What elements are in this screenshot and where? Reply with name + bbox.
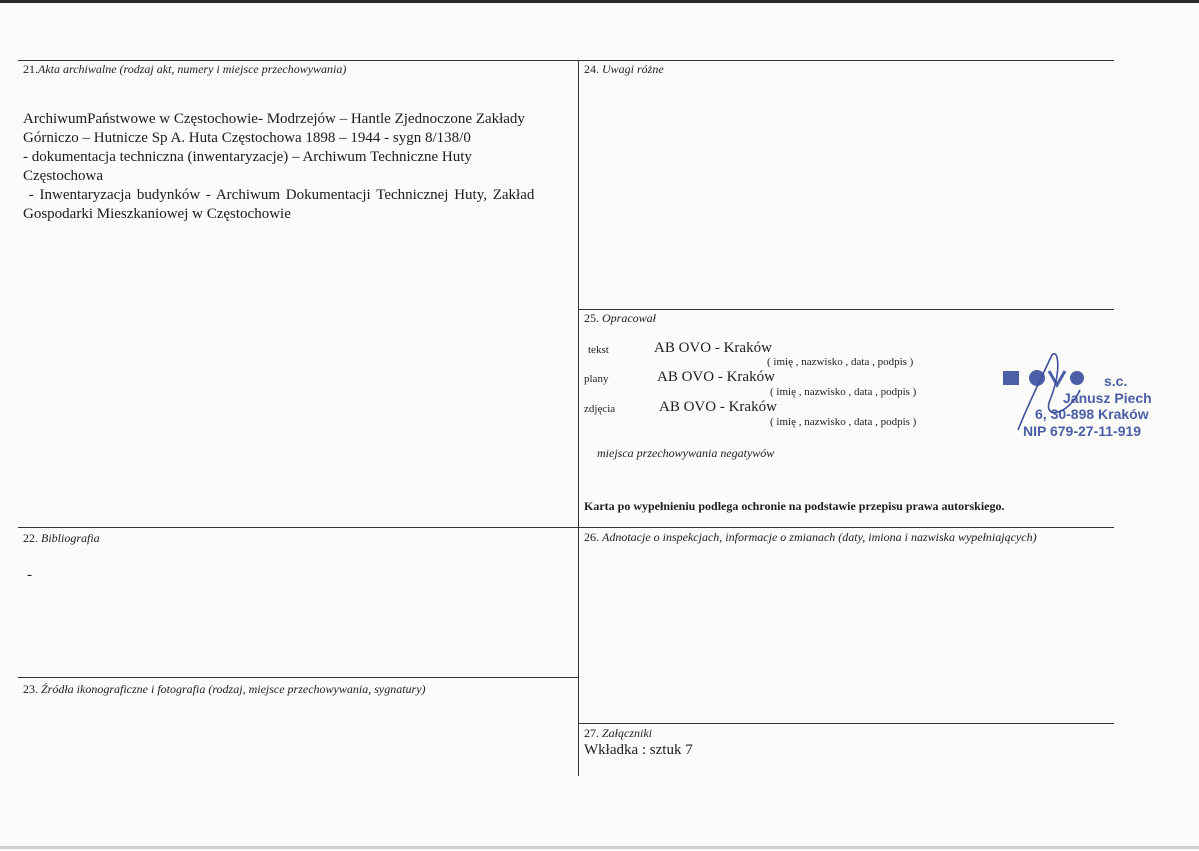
archive-line: - dokumentacja techniczna (inwentaryzacje) – Archiwum Techniczne Huty bbox=[23, 149, 472, 165]
section-25-label bbox=[584, 311, 656, 326]
negatives-location-label: miejsca przechowywania negatywów bbox=[597, 446, 775, 460]
author-row-label-plany: plany bbox=[584, 373, 609, 385]
section-25-number: 25. bbox=[584, 311, 599, 325]
section-24-label bbox=[584, 62, 664, 77]
top-rule bbox=[18, 60, 1114, 61]
archive-line: - Inwentaryzacja budynków - Archiwum Dokumentacji Technicznej Huty, Zakład bbox=[23, 187, 535, 203]
section-26-label bbox=[584, 530, 1037, 545]
rule-22-23 bbox=[18, 677, 578, 678]
stamp-line-3: 6, 30-898 Kraków bbox=[1035, 406, 1149, 422]
copyright-notice: Karta po wypełnieniu podlega ochronie na podstawie przepisu prawa autorskiego. bbox=[584, 499, 1005, 513]
section-27-title: Załączniki bbox=[602, 726, 652, 740]
section-22-value: - bbox=[27, 567, 32, 583]
section-26-title: Adnotacje o inspekcjach, informacje o zmianach (daty, imiona i nazwiska wypełniających) bbox=[602, 530, 1037, 544]
author-row-value-zdjecia: AB OVO - Kraków bbox=[659, 399, 777, 415]
archive-line: Częstochowa bbox=[23, 168, 103, 184]
section-27-number: 27. bbox=[584, 726, 599, 740]
section-21-title: Akta archiwalne (rodzaj akt, numery i miejsce przechowywania) bbox=[38, 62, 347, 76]
section-22-number: 22. bbox=[23, 531, 38, 545]
section-26-number: 26. bbox=[584, 530, 599, 544]
section-24-number: 24. bbox=[584, 62, 599, 76]
handwritten-signature bbox=[1010, 350, 1090, 440]
author-row-label-zdjecia: zdjęcia bbox=[584, 403, 616, 415]
section-21-content bbox=[23, 110, 575, 224]
author-row-hint-plany: ( imię , nazwisko , data , podpis ) bbox=[770, 386, 917, 398]
section-21-number: 21. bbox=[23, 62, 38, 76]
author-row-value-plany: AB OVO - Kraków bbox=[657, 369, 775, 385]
stamp-line-1: s.c. bbox=[1104, 373, 1128, 389]
archive-line: Gospodarki Mieszkaniowej w Częstochowie bbox=[23, 206, 291, 222]
rule-24-25 bbox=[578, 309, 1114, 310]
author-row-hint-zdjecia: ( imię , nazwisko , data , podpis ) bbox=[770, 416, 917, 428]
section-27-value: Wkładka : sztuk 7 bbox=[584, 742, 693, 758]
archive-line: Górniczo – Hutnicze Sp A. Huta Częstochowa 1898 – 1944 - sygn 8/138/0 bbox=[23, 130, 471, 146]
author-row-label-tekst: tekst bbox=[588, 344, 609, 356]
author-row-value-tekst: AB OVO - Kraków bbox=[654, 340, 772, 356]
section-22-label bbox=[23, 531, 100, 546]
section-22-title: Bibliografia bbox=[41, 531, 100, 545]
section-23-number: 23. bbox=[23, 682, 38, 696]
section-21-label bbox=[23, 62, 346, 77]
section-27-label bbox=[584, 726, 652, 741]
rule-21-22 bbox=[18, 527, 1114, 528]
section-23-label bbox=[23, 682, 426, 697]
stamp-line-4: NIP 679-27-11-919 bbox=[1023, 423, 1142, 439]
rule-26-27 bbox=[578, 723, 1114, 724]
column-divider bbox=[578, 60, 579, 776]
scan-edge-top bbox=[0, 0, 1199, 3]
author-row-hint-tekst: ( imię , nazwisko , data , podpis ) bbox=[767, 356, 914, 368]
scan-edge-bottom bbox=[0, 846, 1199, 849]
section-23-title: Źródła ikonograficzne i fotografia (rodzaj, miejsce przechowywania, sygnatury) bbox=[41, 682, 426, 696]
section-25-title: Opracował bbox=[602, 311, 656, 325]
archive-line: ArchiwumPaństwowe w Częstochowie- Modrzejów – Hantle Zjednoczone Zakłady bbox=[23, 111, 525, 127]
stamp-line-2: Janusz Piech bbox=[1063, 390, 1152, 406]
section-24-title: Uwagi różne bbox=[602, 62, 664, 76]
